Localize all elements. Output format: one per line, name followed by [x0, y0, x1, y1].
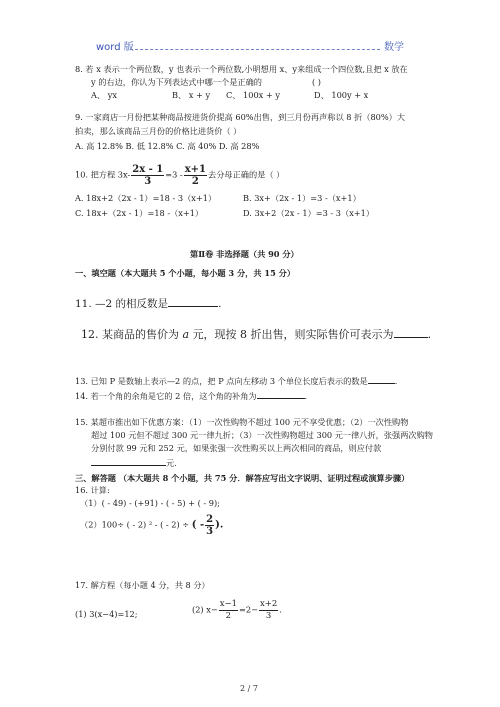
q15-line4 [91, 457, 177, 469]
q16-part2-close: ). [215, 519, 224, 531]
q16-part2-fraction-num: 2 [206, 514, 214, 525]
q9-line1: 9. 一家商店一月份把某种商品按进货价提高 60%出售，到三月份再声称以 8 折（80%）大 [75, 112, 406, 122]
q11-end: . [218, 298, 222, 310]
q15-end: 元. [166, 458, 177, 468]
fill-section-title: 一、填空题（本大题共 5 个小题，每小题 3 分，共 15 分） [75, 268, 296, 278]
q8-line2: y 的右边，你认为下列表达式中哪一个是正确的 [91, 77, 262, 87]
q12-answer-blank[interactable] [394, 329, 428, 338]
q14-answer-blank[interactable] [257, 390, 305, 399]
q13-end: . [394, 376, 398, 386]
q8-option-d: D、 100y + x [314, 90, 369, 100]
q15-line2: 超过 100 元但不超过 300 元一律九折；（3）一次性购物超过 300 元一律八折，张强两次购物 [91, 430, 433, 440]
q10-fraction-1 [131, 164, 164, 187]
q10-fraction-1-num: 2x - 1 [132, 164, 164, 175]
q10-mid: =3 - [165, 169, 183, 180]
q10-option-c: C. 18x+（2x - 1）=18 -（x+1） [75, 208, 204, 218]
q12 [81, 326, 431, 342]
q13 [75, 375, 397, 387]
q17-part2-mid: =2− [239, 604, 258, 615]
q16-part2 [80, 514, 223, 537]
q10-fraction-2-den: 2 [191, 176, 199, 187]
q14-end: . [304, 391, 308, 401]
q14 [75, 390, 307, 402]
q10-option-b: B. 3x+（2x - 1）=3 -（x+1） [243, 193, 361, 203]
q16-part2-open: ( - [191, 519, 205, 531]
q16-part2-fraction-den: 3 [206, 526, 214, 537]
q10-stem [75, 164, 284, 187]
q8-paren: ( ) [312, 77, 321, 87]
header-left: word 版 [96, 42, 134, 53]
q16-part2-prefix: （2）100÷ ( - 2) ² - ( - 2) ÷ [80, 519, 190, 530]
q15-answer-blank[interactable] [91, 457, 166, 466]
q15-line3: 分别付款 99 元和 252 元，如果张强一次性购买以上两次相同的商品，则应付款 [91, 443, 382, 453]
q17-part2 [192, 599, 282, 622]
q10-fraction-2-num: x+1 [184, 164, 207, 175]
q17-part2-end: . [279, 604, 282, 615]
q9-line2: 拍卖，那么该商品三月份的价格比进货价（ ） [75, 126, 242, 136]
q8-line1: 8. 若 x 表示一个两位数，y 也表示一个两位数,小明想用 x、y来组成一个四位数,且把 x 放在 [75, 64, 408, 74]
q10-option-d: D. 3x+2（2x - 1）=3 - 3（x+1） [243, 208, 375, 218]
q11 [75, 296, 221, 311]
q17-part2-fraction-1 [219, 599, 238, 622]
q17-part2-prefix: (2) x− [192, 604, 218, 615]
header-right: 数学 [384, 42, 404, 53]
q14-text: 14. 若一个角的余角是它的 2 倍，这个角的补角为 [75, 391, 257, 401]
q10-option-a: A. 18x+2（2x - 1）=18 - 3（x+1） [75, 193, 217, 203]
q17-part2-fraction-1-num: x−1 [219, 599, 238, 609]
q8-option-c: C、 100x + y [226, 90, 280, 100]
q12-end: . [427, 328, 432, 341]
q8-option-a: A、 yx [91, 90, 117, 100]
q17-part2-fraction-2 [259, 599, 278, 622]
q17-part1: (1) 3(x−4)=12; [75, 609, 138, 619]
q12-variable: a [182, 328, 190, 341]
q13-answer-blank[interactable] [368, 375, 395, 384]
q10-suffix: 去分母正确的是（ ） [208, 169, 285, 180]
q10-prefix: 10. 把方程 3x- [75, 169, 131, 180]
q17-part2-fraction-2-num: x+2 [259, 599, 278, 609]
page-number: 2 / 7 [240, 684, 258, 693]
q13-text: 13. 已知 P 是数轴上表示—2 的点，把 P 点向左移动 3 个单位长度后表示的数是 [75, 376, 368, 386]
solve-section-title: 三、解答题 （本大题共 8 个小题，共 75 分．解答应写出文字说明、证明过程或演算步骤） [75, 473, 410, 483]
q12-suffix: 元，现按 8 折出售，则实际售价可表示为 [192, 328, 394, 341]
q9-options: A. 高 12.8% B. 低 12.8% C. 高 40% D. 高 28% [75, 141, 260, 151]
q17-part2-fraction-1-den: 2 [225, 611, 232, 621]
q12-prefix: 12. 某商品的售价为 [81, 328, 179, 341]
q17-title: 17. 解方程（每小题 4 分，共 8 分） [75, 580, 210, 590]
q11-answer-blank[interactable] [168, 298, 218, 307]
q15-line1: 15. 某超市推出如下优惠方案：（1）一次性购物不超过 100 元不享受优惠；（2）一次性购物 [75, 417, 409, 427]
q10-fraction-2 [184, 164, 207, 187]
q16-part2-fraction [205, 514, 214, 537]
header-divider [130, 49, 380, 50]
q16-title: 16. 计算: [75, 485, 110, 495]
q10-fraction-1-den: 3 [144, 176, 152, 187]
q8-option-b: B、 x + y [172, 90, 211, 100]
section2-title: 第Ⅱ卷 非选择题（共 90 分） [190, 249, 299, 259]
q11-text: 11. —2 的相反数是 [75, 298, 169, 310]
q17-part2-fraction-2-den: 3 [265, 611, 272, 621]
q16-part1: （1）( - 49) - (+91) - ( - 5) + ( - 9); [80, 498, 220, 508]
